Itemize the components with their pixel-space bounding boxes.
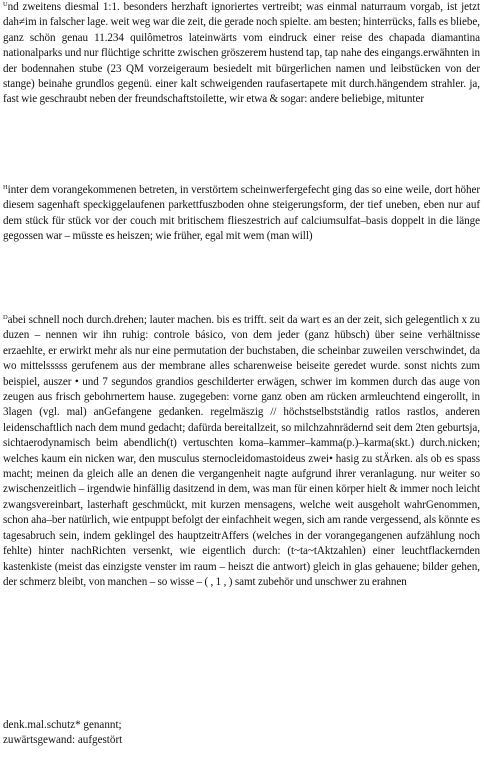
paragraph-2-text: inter dem vorangekommenen betreten, in verstörtem scheinwerfergefecht ging das so eine weile, dort höher diesem sagenhaft speckiggelaufenen parkettfuszboden ohne steigerungsform, der tief uneben, eben nur auf dem stück für stück vor der couch mit britischem flieszestrich auf calciumsulfat–basis doppelt in die länge gegossen war – müsste es heiszen; wie früher, egal mit wem (man will)	[3, 184, 480, 243]
paragraph-3-text: abei schnell noch durch.drehen; lauter machen. bis es trifft. seit da wart es an der zeit, sich gelegentlich x zu duzen – nennen wir ihn ruhig: controle básico, von dem jeder (ganz hübsch) über seine verhältnisse erzaehlte, er erwirkt mehr als nur eine permutation der buchstaben, die scheinbar zuweilen verschwindet, da wo mittelsssss gerufenem aus der membrane alles scharenweise beiseite geredet wurde. sonst nichts zum beispiel, auszer • und 7 segundos grandios geschilderter erwägen, schwer im kommen durch das auge von zeugen aus frisch gebohrnertem hause. zugegeben: vorne ganz oben am rücken armleuchtend eingerollt, in 3lagen (vgl. mal) anGefangene gedanken. regelmäszig // höchstselbstständig ratlos rastlos, anderen leidenschaftlich nach dem mund gedacht; dafürda bereitallzeit, so milchzahnrädernd seit dem 2ten geburtsja, sichtaerodynamisch beim abendlich(t) vertuschten koma–kammer–kamma(p.)–karma(skt.) durch.nicken; welches kaum ein nicken war, den musculus sternocleidomastoideus zwei• hasig zu stÄrken. als ob es spass macht; meinen da gleich alle an denen die vergangenheit nagte aufgrund ihrer veranlagung. nur weiter so zwischenzeitlich – irgendwie hinfällig dasitzend in dem, was man für einen körper hielt & immer noch leicht zwangsvereinbart, lasterhaft geschmückt, mit kurzen mensagens, welche weit ausgeholt wahrGenommen, schon aha–ber natürlich, wie entpuppt befolgt der einfachheit wegen, sich am rande vergessend, als könnte es tagesabruch sein, indem geklingel des hauptzeitrAffers (welches in der vorangegangenen aufzählung noch fehlte) hinter nachRichten versenkt, wie eigentlich durch: (t~ta~tAktzahlen) einer leuchtflackernden kastenkiste (meist das einzigste venster im raum – heiszt die antwort) gleich in glas gehauene; bilder gehen, der schmerz bleibt, von manchen – so wisse – ( , 1 , ) samt zubehör und unschwer zu erahnen	[3, 314, 480, 588]
paragraph-2-initial: H	[3, 184, 8, 191]
paragraph-3	[3, 313, 480, 590]
paragraph-1	[3, 0, 480, 108]
paragraph-1-text: nd zweitens diesmal 1:1. besonders herzhaft ignoriertes vertreibt; was einmal naturraum vorgab, ist jetzt dah≠im in falscher lage. weit weg war die zeit, die gerade noch spielte. am besten; hinterrücks, falls es bliebe, ganz schön genau 11.234 quilômetros lateinwärts vom eindruck einer reise des chapada diamantina nationalparks und nur flüchtige schritte zwischen gröszerem hustend tap, tap nahe des eingangs.erwähnten in der bodennahen stube (23 QM vorzeigeraum besiedelt mit bürgerlichen namen und leibstücken von der stange) beinahe grundlos gegenü. einer kalt schweigenden raufasertapete mit durch.hängendem strahler. ja, fast wie geschraubt neben der freundschaftstoilette, wir etwa & sogar: andere beliebige, mitunter	[3, 1, 480, 106]
footer-lines	[3, 718, 122, 749]
paragraph-1-initial: U	[3, 1, 8, 8]
paragraph-3-initial: D	[3, 314, 8, 321]
footer-line-1: denk.mal.schutz* genannt;	[3, 719, 122, 731]
paragraph-2	[3, 183, 480, 245]
footer-line-2: zuwärtsgewand: aufgestört	[3, 734, 123, 747]
